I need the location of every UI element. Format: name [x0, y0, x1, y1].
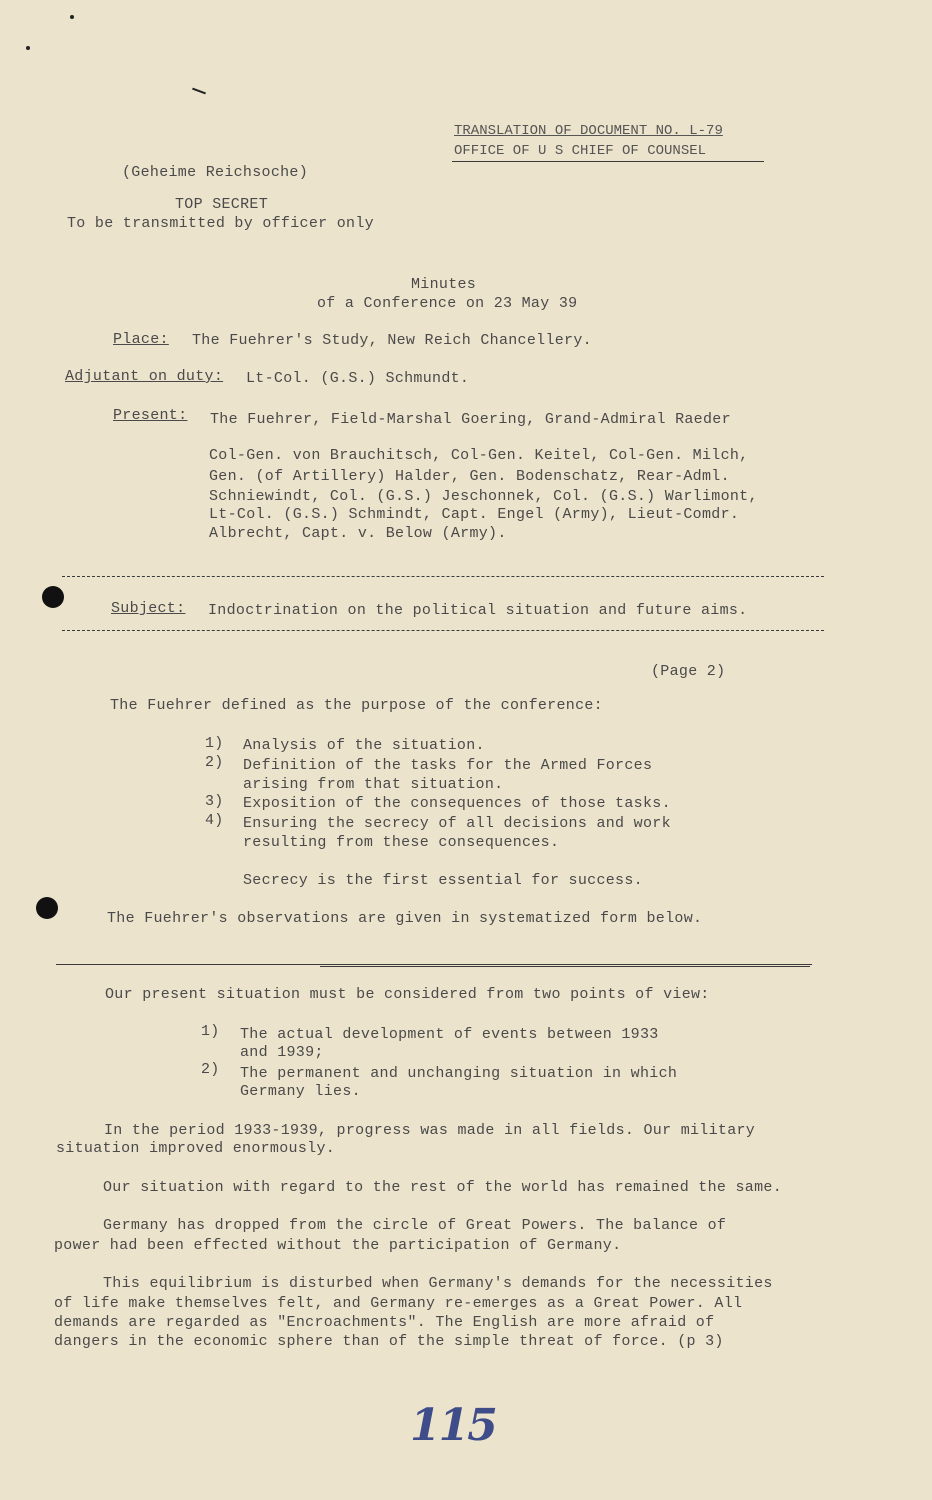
- paragraph-line: of life make themselves felt, and Germany re-emerges as a Great Power. All: [54, 1295, 743, 1312]
- present-value: The Fuehrer, Field-Marshal Goering, Grand-Admiral Raeder: [210, 411, 731, 428]
- purpose-num: 1): [205, 735, 224, 752]
- paragraph-line: In the period 1933-1939, progress was made in all fields. Our military: [104, 1122, 756, 1139]
- paragraph-line: This equilibrium is disturbed when Germany's demands for the necessities: [103, 1275, 773, 1292]
- subject-label: Subject:: [111, 600, 186, 617]
- punch-hole: [42, 586, 64, 608]
- purpose-intro: The Fuehrer defined as the purpose of the conference:: [110, 697, 603, 714]
- separator-dashed: [62, 576, 824, 577]
- adjutant-value: Lt-Col. (G.S.) Schmundt.: [246, 370, 470, 387]
- place-value: The Fuehrer's Study, New Reich Chancellery.: [192, 332, 592, 349]
- classification-english: TOP SECRET: [175, 196, 269, 213]
- office-line: OFFICE OF U S CHIEF OF COUNSEL: [454, 143, 707, 159]
- viewpoint-num: 1): [201, 1023, 220, 1040]
- present-line: Schniewindt, Col. (G.S.) Jeschonnek, Col. (G.S.) Warlimont,: [209, 488, 758, 505]
- viewpoints-intro: Our present situation must be considered from two points of view:: [105, 986, 710, 1003]
- speck-mark: [26, 46, 30, 50]
- paragraph-line: demands are regarded as "Encroachments". The English are more afraid of: [54, 1314, 715, 1331]
- viewpoint-text: The actual development of events between 1933: [240, 1026, 659, 1043]
- subject-value: Indoctrination on the political situation and future aims.: [208, 602, 748, 619]
- paragraph-line: situation improved enormously.: [56, 1140, 336, 1157]
- purpose-text: Definition of the tasks for the Armed Forces: [243, 757, 653, 774]
- classification-german: (Geheime Reichsoche): [122, 164, 309, 181]
- paragraph-line: dangers in the economic sphere than of the simple threat of force. (p 3): [54, 1333, 724, 1350]
- present-line: Lt-Col. (G.S.) Schmindt, Capt. Engel (Army), Lieut-Comdr.: [209, 506, 740, 523]
- separator-long-dash: [56, 964, 812, 965]
- page-marker: (Page 2): [651, 663, 726, 680]
- purpose-text: Analysis of the situation.: [243, 737, 485, 754]
- translation-line: TRANSLATION OF DOCUMENT NO. L-79: [454, 123, 723, 139]
- title-line1: Minutes: [411, 276, 477, 293]
- adjutant-label: Adjutant on duty:: [65, 368, 224, 385]
- paragraph-line: Germany has dropped from the circle of Great Powers. The balance of: [103, 1217, 727, 1234]
- purpose-text: resulting from these consequences.: [243, 834, 560, 851]
- secrecy-note: Secrecy is the first essential for success.: [243, 872, 643, 889]
- viewpoint-text: and 1939;: [240, 1044, 324, 1061]
- present-line: Gen. (of Artillery) Halder, Gen. Bodenschatz, Rear-Adml.: [209, 468, 730, 485]
- paragraph-line: Our situation with regard to the rest of the world has remained the same.: [103, 1179, 783, 1196]
- present-line: Col-Gen. von Brauchitsch, Col-Gen. Keitel, Col-Gen. Milch,: [209, 447, 749, 464]
- paragraph-line: power had been effected without the participation of Germany.: [54, 1237, 622, 1254]
- title-line2: of a Conference on 23 May 39: [317, 295, 578, 312]
- transmit-note: To be transmitted by officer only: [67, 215, 374, 232]
- present-line: Albrecht, Capt. v. Below (Army).: [209, 525, 507, 542]
- viewpoint-num: 2): [201, 1061, 220, 1078]
- observations-note: The Fuehrer's observations are given in systematized form below.: [107, 910, 703, 927]
- purpose-text: Ensuring the secrecy of all decisions and work: [243, 815, 671, 832]
- separator-overlay: [320, 966, 810, 967]
- viewpoint-text: Germany lies.: [240, 1083, 361, 1100]
- header-underline: [452, 161, 764, 162]
- punch-hole: [36, 897, 58, 919]
- place-label: Place:: [113, 331, 169, 348]
- handwritten-page-number: 115: [410, 1400, 496, 1451]
- present-label: Present:: [113, 407, 188, 424]
- speck-mark: [70, 15, 74, 19]
- purpose-text: arising from that situation.: [243, 776, 504, 793]
- purpose-text: Exposition of the consequences of those tasks.: [243, 795, 671, 812]
- viewpoint-text: The permanent and unchanging situation in which: [240, 1065, 678, 1082]
- purpose-num: 2): [205, 754, 224, 771]
- separator-dashed: [62, 630, 824, 631]
- purpose-num: 4): [205, 812, 224, 829]
- tick-mark: [192, 88, 206, 95]
- purpose-num: 3): [205, 793, 224, 810]
